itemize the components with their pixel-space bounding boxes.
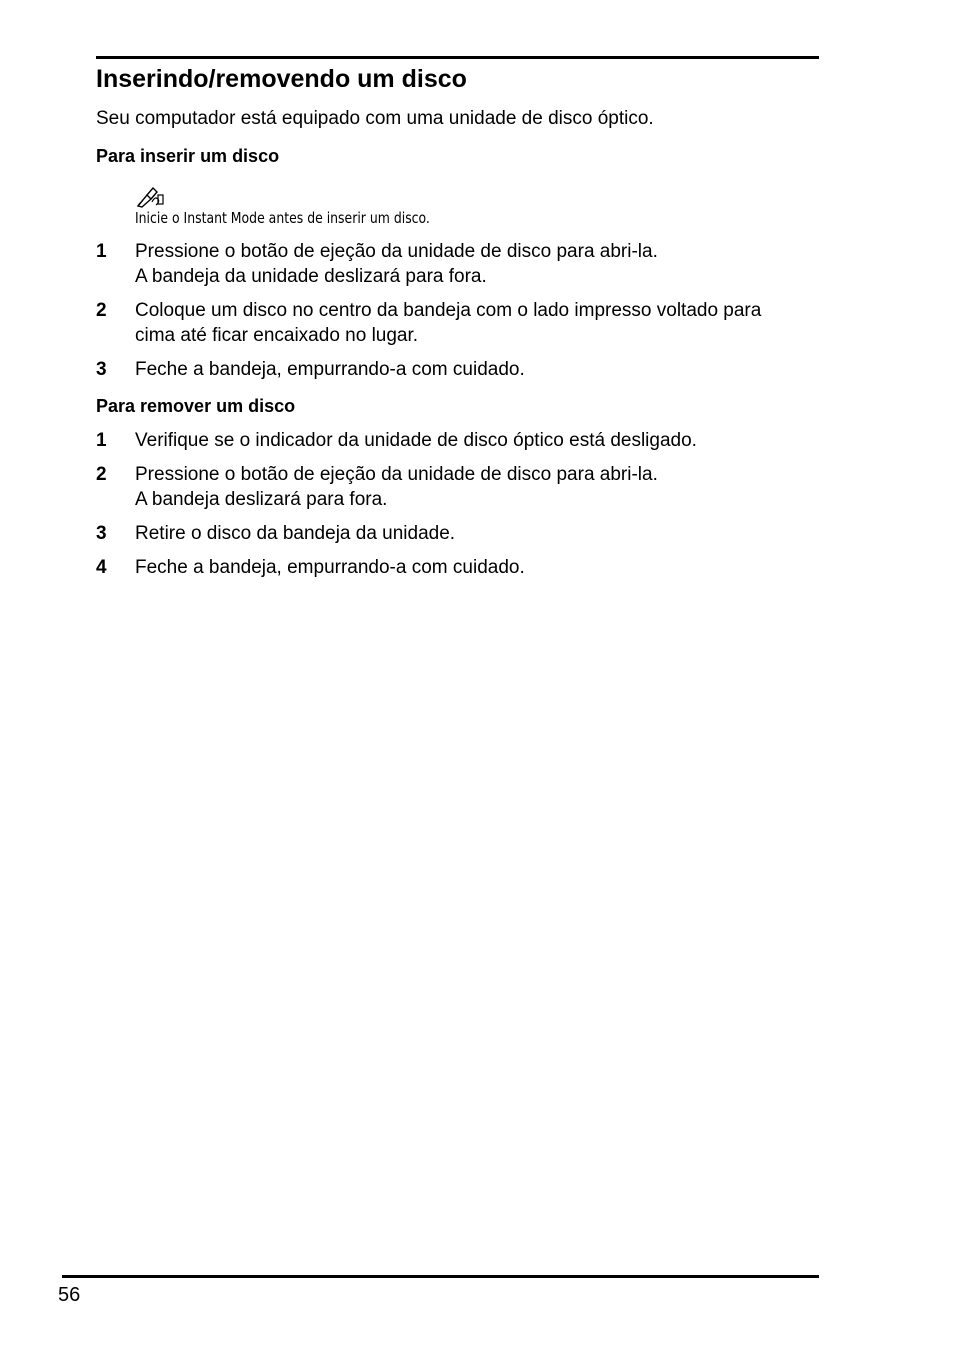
step-text bbox=[135, 462, 836, 512]
remove-step-4 bbox=[96, 555, 836, 580]
remove-section-heading: Para remover um disco bbox=[96, 396, 296, 416]
step-number: 1 bbox=[96, 430, 107, 451]
step-line: Coloque um disco no centro da bandeja com o lado impresso voltado para bbox=[135, 300, 762, 321]
step-line: Feche a bandeja, empurrando-a com cuidado. bbox=[135, 359, 525, 380]
step-text bbox=[135, 357, 836, 382]
step-number: 3 bbox=[96, 359, 107, 380]
step-line: A bandeja da unidade deslizará para fora. bbox=[135, 266, 487, 287]
step-text bbox=[135, 428, 836, 453]
step-number: 4 bbox=[96, 557, 107, 578]
step-text bbox=[135, 521, 836, 546]
insert-step-1 bbox=[96, 239, 836, 289]
step-line: Pressione o botão de ejeção da unidade de disco para abri-la. bbox=[135, 241, 658, 262]
insert-section-heading: Para inserir um disco bbox=[96, 146, 280, 166]
step-line: A bandeja deslizará para fora. bbox=[135, 489, 388, 510]
step-number: 3 bbox=[96, 523, 107, 544]
header-rule bbox=[96, 56, 819, 59]
step-line: Verifique se o indicador da unidade de disco óptico está desligado. bbox=[135, 430, 697, 451]
page-number: 56 bbox=[58, 1284, 81, 1306]
insert-step-3 bbox=[96, 357, 836, 382]
step-line: Retire o disco da bandeja da unidade. bbox=[135, 523, 456, 544]
remove-step-1 bbox=[96, 428, 836, 453]
intro-paragraph: Seu computador está equipado com uma unidade de disco óptico. bbox=[96, 108, 654, 129]
step-number: 1 bbox=[96, 241, 107, 262]
step-line: cima até ficar encaixado no lugar. bbox=[135, 325, 419, 346]
step-number: 2 bbox=[96, 464, 107, 485]
note-pencil-icon bbox=[136, 186, 166, 208]
step-line: Feche a bandeja, empurrando-a com cuidado. bbox=[135, 557, 525, 578]
note-text: Inicie o Instant Mode antes de inserir um disco. bbox=[135, 209, 430, 227]
step-number: 2 bbox=[96, 300, 107, 321]
step-text bbox=[135, 555, 836, 580]
footer-rule bbox=[62, 1275, 819, 1278]
step-text bbox=[135, 239, 836, 289]
page-title: Inserindo/removendo um disco bbox=[96, 65, 467, 93]
insert-step-2 bbox=[96, 298, 836, 348]
remove-step-2 bbox=[96, 462, 836, 512]
step-text bbox=[135, 298, 836, 348]
remove-step-3 bbox=[96, 521, 836, 546]
step-line: Pressione o botão de ejeção da unidade de disco para abri-la. bbox=[135, 464, 658, 485]
